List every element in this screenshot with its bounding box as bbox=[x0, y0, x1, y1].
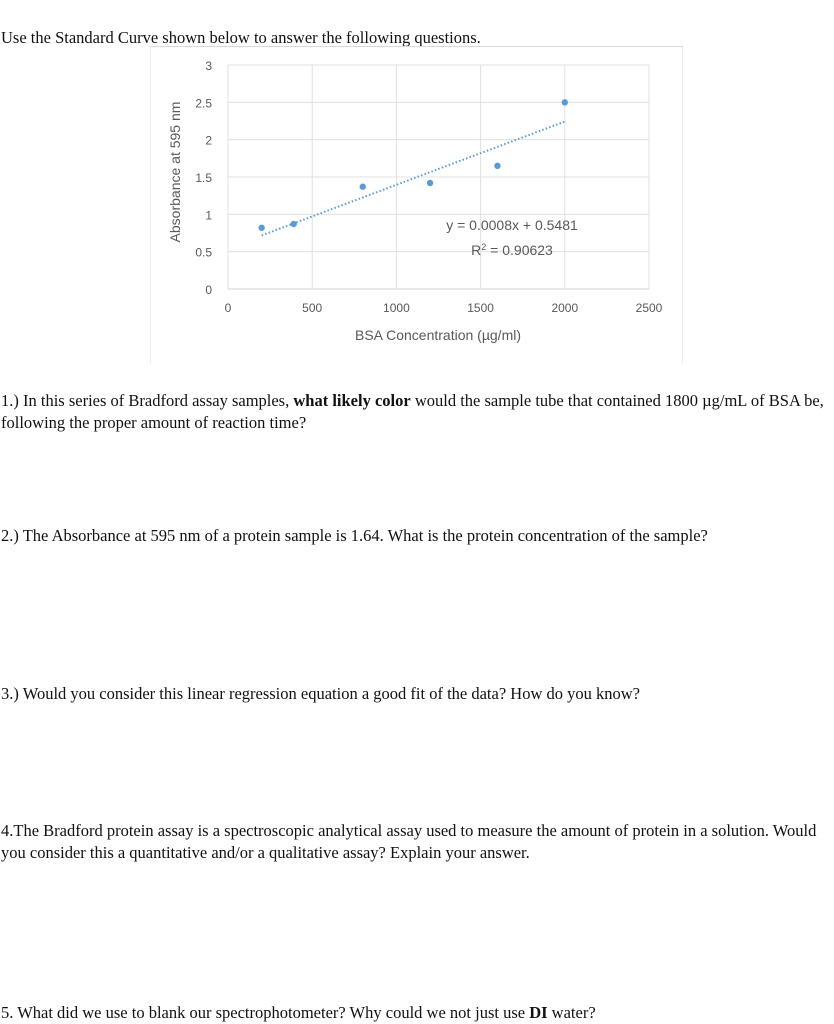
question-1-text-end: would the sample tube that contained 1800 µg/mL of BSA be, following the proper amount of reaction time? bbox=[1, 391, 824, 432]
question-1-emphasis: what likely color bbox=[293, 391, 411, 410]
question-3: 3.) Would you consider this linear regression equation a good fit of the data? How do you know? bbox=[1, 684, 640, 703]
y-tick-label: 3 bbox=[205, 59, 212, 73]
x-tick-label: 1000 bbox=[383, 301, 410, 315]
data-points bbox=[258, 99, 568, 231]
gridlines bbox=[228, 65, 649, 289]
question-2: 2.) The Absorbance at 595 nm of a protein sample is 1.64. What is the protein concentration of the sample? bbox=[1, 526, 708, 545]
y-tick-label: 0 bbox=[205, 283, 212, 297]
y-axis-title: Absorbance at 595 nm bbox=[167, 101, 183, 243]
y-tick-label: 1.5 bbox=[195, 171, 212, 185]
question-1 bbox=[1, 390, 833, 434]
standard-curve-chart bbox=[150, 46, 683, 364]
y-tick-labels bbox=[195, 59, 212, 297]
data-point bbox=[562, 99, 568, 105]
trendline-equation: y = 0.0008x + 0.5481 bbox=[446, 217, 578, 233]
r2-value: = 0.90623 bbox=[486, 242, 553, 258]
question-4: 4.The Bradford protein assay is a spectroscopic analytical assay used to measure the amount of protein in a solution. Would you consider this a quantitative and/or a qualitative assay? Explain your answer. bbox=[1, 821, 817, 862]
y-tick-label: 0.5 bbox=[195, 245, 212, 260]
question-5-text-end: water? bbox=[547, 1003, 596, 1022]
question-5 bbox=[1, 1002, 801, 1024]
y-tick-label: 2 bbox=[205, 133, 212, 148]
x-tick-label: 1500 bbox=[467, 301, 494, 315]
data-point bbox=[290, 221, 296, 227]
x-tick-label: 500 bbox=[302, 301, 323, 315]
y-tick-label: 2.5 bbox=[195, 96, 212, 111]
x-tick-label: 2000 bbox=[551, 301, 579, 315]
x-tick-label: 2500 bbox=[635, 301, 663, 315]
y-tick-label: 1 bbox=[205, 208, 212, 223]
standard-curve-svg bbox=[150, 46, 683, 364]
question-1-text-start: 1.) In this series of Bradford assay samples, bbox=[1, 391, 294, 410]
x-axis-title: BSA Concentration (µg/ml) bbox=[354, 327, 522, 343]
r2-prefix: R bbox=[471, 242, 482, 258]
question-5-text-start: 5. What did we use to blank our spectrophotometer? Why could we not just use bbox=[1, 1003, 530, 1022]
data-point bbox=[360, 184, 366, 190]
x-tick-label: 0 bbox=[224, 301, 232, 315]
r-squared-label bbox=[471, 242, 553, 258]
instructions-text: Use the Standard Curve shown below to answer the following questions. bbox=[1, 28, 481, 47]
data-point bbox=[258, 225, 264, 231]
data-point bbox=[427, 180, 433, 186]
r2-superscript: 2 bbox=[481, 242, 487, 252]
x-tick-labels bbox=[225, 301, 663, 315]
question-5-emphasis: DI bbox=[529, 1003, 548, 1022]
data-point bbox=[494, 163, 500, 169]
